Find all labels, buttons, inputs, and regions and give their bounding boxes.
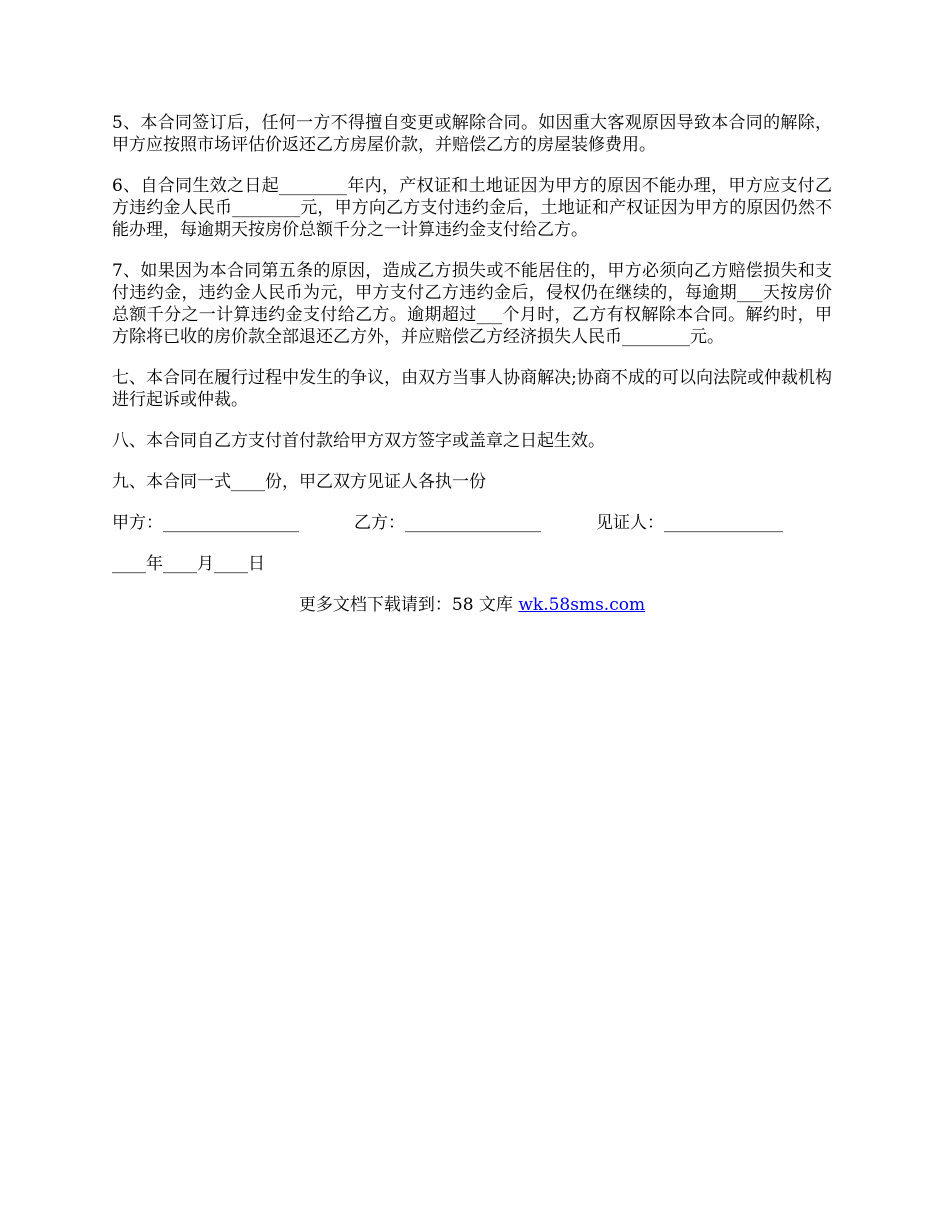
clause-5: 5、本合同签订后，任何一方不得擅自变更或解除合同。如因重大客观原因导致本合同的解除，甲方应按照市场评估价返还乙方房屋价款，并赔偿乙方的房屋装修费用。 [112, 113, 832, 155]
footer-link[interactable]: wk.58sms.com [518, 595, 646, 615]
witness-signature: 见证人：______________ [596, 513, 783, 533]
signature-row [112, 512, 832, 534]
party-a-signature: 甲方：________________ [112, 513, 299, 533]
footer [112, 594, 832, 616]
document-page [112, 112, 832, 616]
clause-effective: 八、本合同自乙方支付首付款给甲方双方签字或盖章之日起生效。 [112, 431, 605, 451]
footer-text: 更多文档下载请到：58 文库 [298, 595, 519, 615]
date-line: ____年____月____日 [112, 554, 265, 574]
clause-7: 7、如果因为本合同第五条的原因，造成乙方损失或不能居住的，甲方必须向乙方赔偿损失和支付违约金，违约金人民币为元，甲方支付乙方违约金后，侵权仍在继续的，每逾期___天按房价总额千分之一计算违约金支付给乙方。逾期超过___个月时，乙方有权解除本合同。解约时，甲方除将已收的房价款全部退还乙方外，并应赔偿乙方经济损失人民币________元。 [112, 261, 832, 347]
party-b-signature: 乙方：________________ [354, 513, 541, 533]
clause-copies: 九、本合同一式____份，甲乙双方见证人各执一份 [112, 472, 486, 492]
clause-dispute: 七、本合同在履行过程中发生的争议，由双方当事人协商解决;协商不成的可以向法院或仲裁机构进行起诉或仲裁。 [112, 368, 832, 410]
clause-6: 6、自合同生效之日起________年内，产权证和土地证因为甲方的原因不能办理，甲方应支付乙方违约金人民币________元，甲方向乙方支付违约金后，土地证和产权证因为甲方的原因仍然不能办理，每逾期天按房价总额千分之一计算违约金支付给乙方。 [112, 176, 832, 240]
